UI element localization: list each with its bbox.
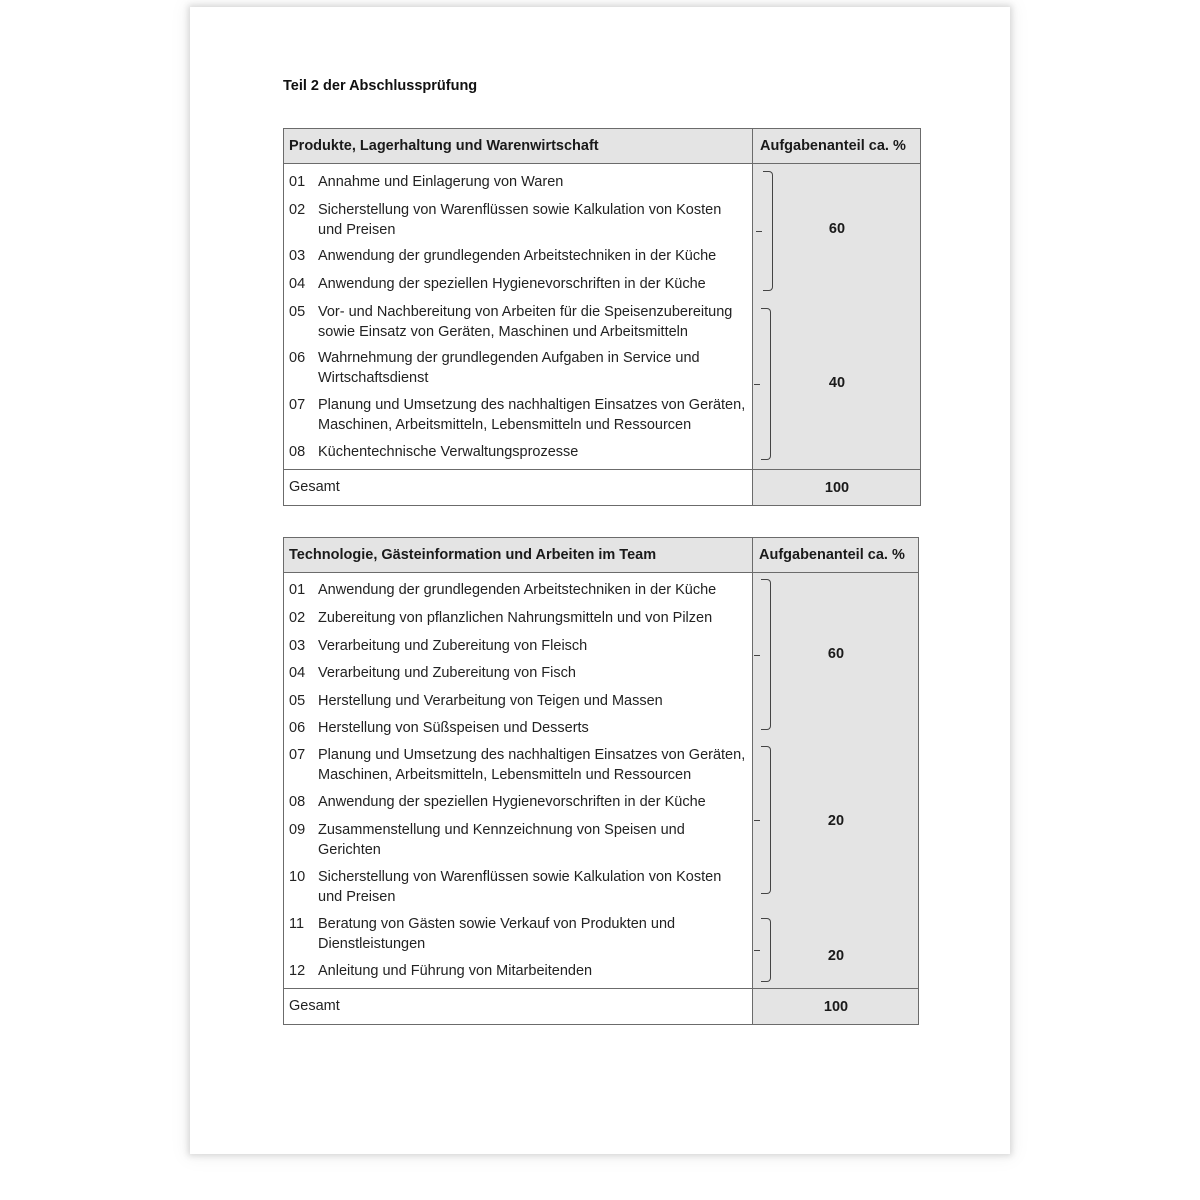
table-header-percentage: Aufgabenanteil ca. % <box>759 547 905 563</box>
total-value: 100 <box>824 480 850 496</box>
total-label: Gesamt <box>289 998 340 1014</box>
group-percentage: 60 <box>828 221 846 237</box>
group-percentage: 20 <box>827 813 845 829</box>
table-header <box>284 538 918 573</box>
group-percentage: 20 <box>827 948 845 964</box>
group-percentage: 60 <box>827 646 845 662</box>
group-percentage: 40 <box>828 375 846 391</box>
percentage-column-shade <box>753 163 920 505</box>
group-brace <box>761 918 771 982</box>
column-separator <box>752 538 753 1024</box>
table-technologie: Technologie, Gästeinformation und Arbeiten im Team Aufgabenanteil ca. % 01 Anwendung der grundlegenden Arbeitstechniken in der Küche 02 Zubereitung von pflanzlichen Nahrungsmitteln und von Pilzen 03 Verarbeitung und Zubereitung von Fleisch 04 Verarbeitung und Zubereitung von Fisch 05 Herstellung und Verarbeitung von Teigen und Massen 06 Herstellung von Süßspeisen und Desserts 07 Planung und Umsetzung des nachhaltigen Einsatzes von Geräten, Maschinen, Arbeitsmitteln, Lebensmitteln und Ressourcen 08 Anwendung der speziellen Hygienevorschriften in der Küche 09 Zusammenstellung und Kennzeichnung von Speisen und Gerichten 10 Sicherstellung von Warenflüssen sowie Kalkulation von Kosten und Preisen 11 Beratung von Gästen sowie Verkauf von Produkten und Dienstleistungen 12 Anleitung und Führung von Mitarbeitenden 60 20 20 Gesamt 100 <box>283 537 919 1025</box>
document-title: Teil 2 der Abschlussprüfung <box>283 78 478 94</box>
group-brace <box>763 171 773 291</box>
table-header <box>284 129 920 164</box>
column-separator <box>752 129 753 505</box>
total-separator <box>284 469 920 470</box>
table-header-percentage: Aufgabenanteil ca. % <box>760 138 906 154</box>
group-brace <box>761 308 771 460</box>
group-brace <box>761 579 771 730</box>
total-label: Gesamt <box>289 479 340 495</box>
table-header-title: Produkte, Lagerhaltung und Warenwirtschaft <box>289 138 599 154</box>
group-brace <box>761 746 771 894</box>
total-separator <box>284 988 918 989</box>
table-header-title: Technologie, Gästeinformation und Arbeiten im Team <box>289 547 657 563</box>
table-produkte: Produkte, Lagerhaltung und Warenwirtschaft Aufgabenanteil ca. % 01 Annahme und Einlagerung von Waren 02 Sicherstellung von Warenflüssen sowie Kalkulation von Kosten und Preisen 03 Anwendung der grundlegenden Arbeitstechniken in der Küche 04 Anwendung der speziellen Hygienevorschriften in der Küche 05 Vor- und Nachbereitung von Arbeiten für die Speisenzubereitung sowie Einsatz von Geräten, Maschinen und Arbeitsmitteln 06 Wahrnehmung der grundlegenden Aufgaben in Service und Wirtschaftsdienst 07 Planung und Umsetzung des nachhaltigen Einsatzes von Geräten, Maschinen, Arbeitsmitteln, Lebensmitteln und Ressourcen 08 Küchentechnische Verwaltungsprozesse 60 40 Gesamt 100 <box>283 128 921 506</box>
total-value: 100 <box>823 999 849 1015</box>
